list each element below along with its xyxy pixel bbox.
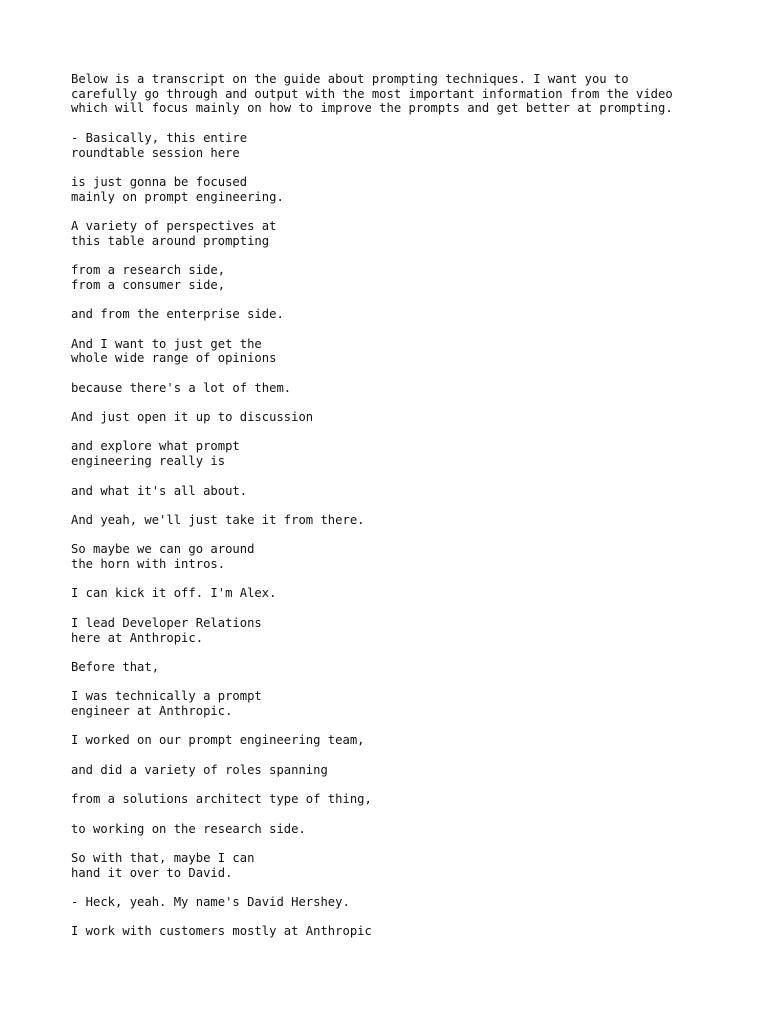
paragraph: A variety of perspectives at this table around prompting: [71, 218, 277, 248]
paragraph: So with that, maybe I can hand it over to David.: [71, 850, 255, 880]
paragraph: to working on the research side.: [71, 821, 306, 836]
paragraph: Before that,: [71, 659, 160, 674]
paragraph: I worked on our prompt engineering team,: [71, 733, 365, 748]
paragraph: I was technically a prompt engineer at Anthropic.: [71, 689, 262, 718]
paragraph: and explore what prompt engineering really is: [71, 439, 240, 469]
paragraph: from a research side, from a consumer side,: [71, 263, 226, 292]
paragraph: and did a variety of roles spanning: [71, 762, 328, 777]
paragraph-intro-prompt: Below is a transcript on the guide about prompting techniques. I want you to carefully go through and output with the most important information from the video which will focus mainly on how to improve the prompts and get better at prompting.: [71, 72, 673, 116]
document-page: [71, 72, 731, 954]
paragraph: and from the enterprise side.: [71, 307, 284, 322]
paragraph: And I want to just get the whole wide range of opinions: [71, 336, 277, 366]
paragraph: I can kick it off. I'm Alex.: [71, 586, 277, 601]
paragraph: is just gonna be focused mainly on prompt engineering.: [71, 174, 284, 204]
paragraph: because there's a lot of them.: [71, 380, 292, 395]
paragraph: And just open it up to discussion: [71, 410, 314, 425]
paragraph: - Heck, yeah. My name's David Hershey.: [71, 895, 350, 910]
paragraph: - Basically, this entire roundtable session here: [71, 130, 248, 160]
paragraph: from a solutions architect type of thing,: [71, 792, 372, 807]
paragraph: I lead Developer Relations here at Anthropic.: [71, 615, 262, 645]
paragraph: and what it's all about.: [71, 483, 248, 498]
paragraph: I work with customers mostly at Anthropic: [71, 924, 372, 939]
paragraph: So maybe we can go around the horn with intros.: [71, 542, 255, 572]
paragraph: And yeah, we'll just take it from there.: [71, 512, 365, 527]
